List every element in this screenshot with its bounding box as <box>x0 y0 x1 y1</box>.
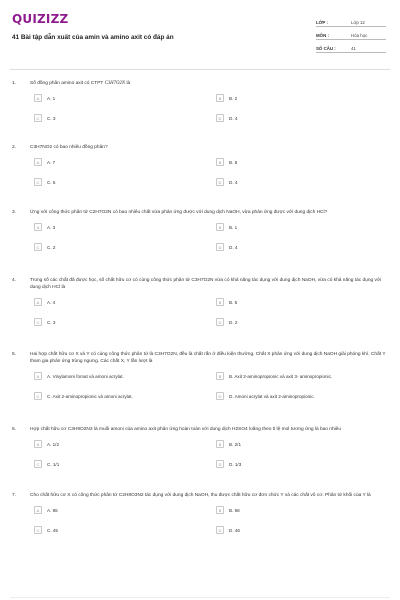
question-number: 5. <box>12 352 17 357</box>
answer-option[interactable] <box>216 438 386 450</box>
option-letter-box[interactable]: A <box>34 440 42 448</box>
answer-option[interactable] <box>216 458 386 470</box>
options-grid <box>34 92 386 124</box>
question-number: 4. <box>12 278 17 283</box>
worksheet-header <box>12 0 386 70</box>
option-text: B. 5 <box>229 299 238 305</box>
question-item <box>12 80 386 124</box>
option-letter-box[interactable]: C <box>34 392 42 400</box>
answer-option[interactable] <box>216 370 386 382</box>
option-text: D. 1/3 <box>229 461 242 467</box>
option-letter-box[interactable]: B <box>216 94 224 102</box>
option-letter-box[interactable]: B <box>216 223 224 231</box>
answer-option[interactable] <box>216 390 386 402</box>
question-item <box>12 209 386 253</box>
option-text: C. 3 <box>47 319 56 325</box>
option-text: D. 4 <box>229 244 238 250</box>
option-text: C. 5 <box>47 179 56 185</box>
option-text: D. Amoni acrylat và axit 2-aminopropionic. <box>229 393 315 399</box>
option-letter-box[interactable]: B <box>216 506 224 514</box>
answer-option[interactable] <box>34 438 216 450</box>
question-head <box>12 351 386 365</box>
answer-option[interactable] <box>34 390 216 402</box>
question-item <box>12 426 386 470</box>
meta-row-count <box>316 40 386 51</box>
option-text: A. 4 <box>47 299 56 305</box>
option-letter-box[interactable]: B <box>216 158 224 166</box>
option-letter-box[interactable]: D <box>216 243 224 251</box>
answer-option[interactable] <box>34 316 216 328</box>
option-text: D. 46 <box>229 527 240 533</box>
meta-value: Lớp 12 <box>351 19 365 25</box>
answer-option[interactable] <box>34 176 216 188</box>
question-head <box>12 209 386 216</box>
question-item <box>12 492 386 536</box>
answer-option[interactable] <box>34 92 216 104</box>
meta-row-class <box>316 14 386 25</box>
option-text: B. 1 <box>229 224 238 230</box>
option-letter-box[interactable]: C <box>34 460 42 468</box>
option-text: C. 1/1 <box>47 461 60 467</box>
option-text: B. Axit 2-aminopropionic và axit 3- aminopropionic. <box>229 373 333 379</box>
option-letter-box[interactable]: C <box>34 243 42 251</box>
question-text: Trong số các chất đã được học, số chất hữu cơ có cùng công thức phân tử C3H7O2N vừa có khả năng tác dụng với dung dịch NaOH, vừa có khả năng tác dụng với dung dịch HCl là <box>30 278 382 290</box>
answer-option[interactable] <box>216 221 386 233</box>
option-text: D. 4 <box>229 179 238 185</box>
options-grid <box>34 504 386 536</box>
answer-option[interactable] <box>216 112 386 124</box>
option-letter-box[interactable]: C <box>34 318 42 326</box>
meta-value: Hóa học <box>351 32 368 38</box>
option-text: D. 2 <box>229 319 238 325</box>
meta-label: LỚP : <box>316 19 328 25</box>
question-head <box>12 426 386 433</box>
question-text-part: Số đồng phân amino axit có CTPT <box>30 81 105 86</box>
quizizz-logo: QUIZIZZ <box>12 12 69 26</box>
answer-option[interactable] <box>216 176 386 188</box>
option-text: A. 7 <box>47 159 56 165</box>
option-letter-box[interactable]: A <box>34 158 42 166</box>
option-text: C. 2 <box>47 244 56 250</box>
option-text: A. Vinylamoni fomat và amoni acrylat. <box>47 373 124 379</box>
options-grid <box>34 438 386 470</box>
option-letter-box[interactable]: A <box>34 94 42 102</box>
question-number: 1. <box>12 81 17 86</box>
question-list <box>12 80 386 536</box>
option-letter-box[interactable]: D <box>216 392 224 400</box>
question-head <box>12 144 386 151</box>
answer-option[interactable] <box>34 370 216 382</box>
meta-separator <box>316 52 386 53</box>
answer-option[interactable] <box>34 296 216 308</box>
option-letter-box[interactable]: B <box>216 440 224 448</box>
option-text: A. 3 <box>47 224 56 230</box>
footer-divider <box>10 597 390 598</box>
answer-option[interactable] <box>34 504 216 516</box>
answer-option[interactable] <box>34 458 216 470</box>
meta-panel <box>316 14 386 70</box>
question-number: 2. <box>12 145 17 150</box>
options-grid <box>34 370 386 402</box>
question-number: 6. <box>12 427 17 432</box>
option-text: C. Axit 2-aminopropionic và amoni acrylat. <box>47 393 133 399</box>
question-head <box>12 80 386 87</box>
option-letter-box[interactable]: B <box>216 298 224 306</box>
question-text-part: là <box>125 81 131 86</box>
meta-row-subject <box>316 27 386 38</box>
question-item <box>12 144 386 188</box>
question-item <box>12 351 386 402</box>
question-text: C3H7NO2 có bao nhiêu đồng phân? <box>30 145 108 150</box>
answer-option[interactable] <box>34 112 216 124</box>
meta-value: 41 <box>351 45 356 51</box>
option-text: A. 1/2 <box>47 441 60 447</box>
question-text: Cho chất hữu cơ X có công thức phân tử C2H8O3N2 tác dụng với dung dịch NaOH, thu được chất hữu cơ đơn chức Y và các chất vô cơ. Phân tử khối của Y là <box>30 493 371 498</box>
answer-option[interactable] <box>216 504 386 516</box>
answer-option[interactable] <box>216 316 386 328</box>
option-letter-box[interactable]: D <box>216 460 224 468</box>
option-letter-box[interactable]: C <box>34 178 42 186</box>
question-text-part: C3H7O2N <box>104 81 126 86</box>
option-text: B. 68 <box>229 507 240 513</box>
option-text: B. 2/1 <box>229 441 242 447</box>
option-letter-box[interactable]: D <box>216 526 224 534</box>
answer-option[interactable] <box>216 241 386 253</box>
answer-option[interactable] <box>216 156 386 168</box>
meta-label: SỐ CÂU : <box>316 45 336 51</box>
option-text: A. 1 <box>47 95 56 101</box>
option-text: A. 85 <box>47 507 58 513</box>
option-letter-box[interactable]: A <box>34 506 42 514</box>
answer-option[interactable] <box>216 92 386 104</box>
question-text <box>30 80 386 87</box>
question-head <box>12 492 386 499</box>
option-text: B. 2 <box>229 95 238 101</box>
option-letter-box[interactable]: D <box>216 318 224 326</box>
options-grid <box>34 296 386 328</box>
question-text: Ứng với công thức phân tử C2H7O2N có bao nhiêu chất vừa phản ứng được với dung dịch NaOH, vừa phản ứng được với dung dịch HCl? <box>30 210 328 215</box>
answer-option[interactable] <box>216 524 386 536</box>
option-text: C. 3 <box>47 115 56 121</box>
option-letter-box[interactable]: A <box>34 298 42 306</box>
option-text: C. 45 <box>47 527 58 533</box>
question-item <box>12 277 386 328</box>
options-grid <box>34 156 386 188</box>
option-letter-box[interactable]: D <box>216 178 224 186</box>
option-letter-box[interactable]: A <box>34 223 42 231</box>
answer-option[interactable] <box>34 221 216 233</box>
header-divider <box>10 69 390 70</box>
option-letter-box[interactable]: B <box>216 372 224 380</box>
option-letter-box[interactable]: C <box>34 114 42 122</box>
question-number: 3. <box>12 210 17 215</box>
answer-option[interactable] <box>34 241 216 253</box>
question-number: 7. <box>12 493 17 498</box>
question-text: Hai hợp chất hữu cơ X và Y có cùng công thức phân tử là C3H7O2N, đều là chất rắn ở điều kiện thường. Chất X phản ứng với dung dịch NaOH giải phóng khí. Chất Y tham gia phản ứng trùng ngưng. Các chất X, Y lần lượt là <box>30 352 386 364</box>
option-text: B. 8 <box>229 159 238 165</box>
option-letter-box[interactable]: C <box>34 526 42 534</box>
document-title: 41 Bài tập dẫn xuất của amin và amino axit có đáp án <box>12 34 174 41</box>
option-letter-box[interactable]: D <box>216 114 224 122</box>
option-letter-box[interactable]: A <box>34 372 42 380</box>
question-head <box>12 277 386 291</box>
options-grid <box>34 221 386 253</box>
answer-option[interactable] <box>34 156 216 168</box>
meta-label: MÔN : <box>316 32 329 38</box>
header-left <box>12 12 312 70</box>
question-text: Hợp chất hữu cơ C3H9O2N3 là muối amoni của amino axit phản ứng hoàn toàn với dung dịch H2SO4 loãng theo tỉ lệ mol tương ứng là bao nhiêu <box>30 427 342 432</box>
answer-option[interactable] <box>34 524 216 536</box>
answer-option[interactable] <box>216 296 386 308</box>
option-text: D. 4 <box>229 115 238 121</box>
